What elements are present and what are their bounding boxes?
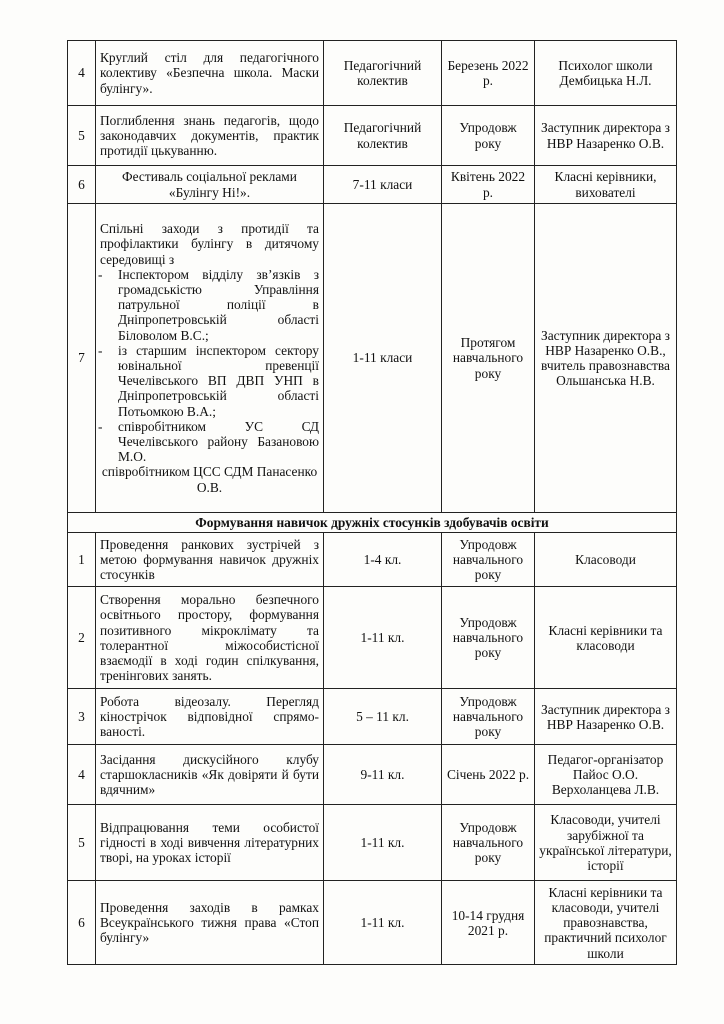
- row-number: 3: [68, 689, 96, 745]
- row-number: 4: [68, 745, 96, 805]
- responsible-cell: Класні керівники та класоводи: [535, 587, 677, 689]
- term-cell: Березень 2022 р.: [442, 41, 535, 106]
- event-outro: співробітником ЦСС СДМ Панасенко О.В.: [101, 464, 318, 495]
- participants-cell: 1-11 кл.: [324, 881, 442, 965]
- row-number: 5: [68, 106, 96, 166]
- participants-cell: 1-11 класи: [324, 204, 442, 513]
- table-row: [68, 881, 677, 965]
- participants-cell: 7-11 класи: [324, 166, 442, 204]
- row-number: 5: [68, 805, 96, 881]
- event-intro: Спільні заходи з протидії та профілактики булінгу в дитячому середовищі з: [100, 221, 319, 267]
- responsible-cell: Заступник директора з НВР Назаренко О.В.: [535, 106, 677, 166]
- event-list-item: - із старшим інспектором сектору ювінальної превенції Чечелівського ВП ДВП УНП в Дніпропетровській області Потьомкою В.А.;: [100, 343, 319, 419]
- responsible-cell: Класні керівники та класоводи, учителі правознавства, практичний психолог школи: [535, 881, 677, 965]
- table-row: [68, 41, 677, 106]
- term-cell: Упродовж навчального року: [442, 689, 535, 745]
- row-number: 7: [68, 204, 96, 513]
- plan-table: [67, 40, 677, 965]
- term-cell: 10-14 грудня 2021 р.: [442, 881, 535, 965]
- table-row: [68, 166, 677, 204]
- responsible-cell: Заступник директора з НВР Назаренко О.В., вчитель правознавства Ольшанська Н.В.: [535, 204, 677, 513]
- participants-cell: Педагогічний колектив: [324, 41, 442, 106]
- participants-cell: Педагогічний колектив: [324, 106, 442, 166]
- row-number: 2: [68, 587, 96, 689]
- table-row: [68, 533, 677, 587]
- participants-cell: 9-11 кл.: [324, 745, 442, 805]
- row-number: 6: [68, 166, 96, 204]
- event-cell: Фестиваль соціальної реклами «Булінгу Ні!».: [96, 166, 324, 204]
- event-cell: Засідання дискусійного клубу старшокласників «Як довіряти й бути вдячним»: [96, 745, 324, 805]
- participants-cell: 1-11 кл.: [324, 587, 442, 689]
- responsible-cell: Класоводи, учителі зарубіжної та української літератури, історії: [535, 805, 677, 881]
- term-cell: Упродовж навчального року: [442, 805, 535, 881]
- responsible-cell: Психолог школи Дембицька Н.Л.: [535, 41, 677, 106]
- table-row: [68, 805, 677, 881]
- event-cell: [96, 204, 324, 513]
- section-header-row: [68, 513, 677, 533]
- section-header: Формування навичок дружніх стосунків здобувачів освіти: [68, 513, 677, 533]
- participants-cell: 1-11 кл.: [324, 805, 442, 881]
- responsible-cell: Класоводи: [535, 533, 677, 587]
- event-cell: Круглий стіл для педагогічного колективу «Безпечна школа. Маски булінгу».: [96, 41, 324, 106]
- event-cell: Проведення ранкових зустрічей з метою формування навичок дружніх стосунків: [96, 533, 324, 587]
- term-cell: Упродовж року: [442, 106, 535, 166]
- event-cell: Створення морально безпечного освітнього простору, формування позитивного мікроклімату та толерантної міжособистісної взаємодії в ході годин спілкування, тренінгових занять.: [96, 587, 324, 689]
- participants-cell: 5 – 11 кл.: [324, 689, 442, 745]
- event-cell: Робота відеозалу. Перегляд кінострічок відповідної спрямо-ваності.: [96, 689, 324, 745]
- responsible-cell: Заступник директора з НВР Назаренко О.В.: [535, 689, 677, 745]
- term-cell: Упродовж навчального року: [442, 533, 535, 587]
- responsible-cell: Педагог-організатор Пайос О.О. Верхоланцева Л.В.: [535, 745, 677, 805]
- table-row: [68, 106, 677, 166]
- table-row: [68, 689, 677, 745]
- event-list-item: - Інспектором відділу зв’язків з громадськістю Управління патрульної поліції в Дніпропетровській області Біловолом В.С.;: [100, 267, 319, 343]
- table-row: [68, 587, 677, 689]
- responsible-cell: Класні керівники, вихователі: [535, 166, 677, 204]
- table-row: [68, 745, 677, 805]
- row-number: 6: [68, 881, 96, 965]
- row-number: 4: [68, 41, 96, 106]
- term-cell: Квітень 2022 р.: [442, 166, 535, 204]
- term-cell: Упродовж навчального року: [442, 587, 535, 689]
- row-number: 1: [68, 533, 96, 587]
- event-list-item: - співробітником УС СД Чечелівського району Базановою М.О.: [100, 419, 319, 465]
- table-row: [68, 204, 677, 513]
- event-cell: Поглиблення знань педагогів, щодо законодавчих документів, практик протидії цькуванню.: [96, 106, 324, 166]
- term-cell: Січень 2022 р.: [442, 745, 535, 805]
- event-cell: Проведення заходів в рамках Всеукраїнського тижня права «Стоп булінгу»: [96, 881, 324, 965]
- event-cell: Відпрацювання теми особистої гідності в ході вивчення літературних творі, на уроках історії: [96, 805, 324, 881]
- term-cell: Протягом навчального року: [442, 204, 535, 513]
- participants-cell: 1-4 кл.: [324, 533, 442, 587]
